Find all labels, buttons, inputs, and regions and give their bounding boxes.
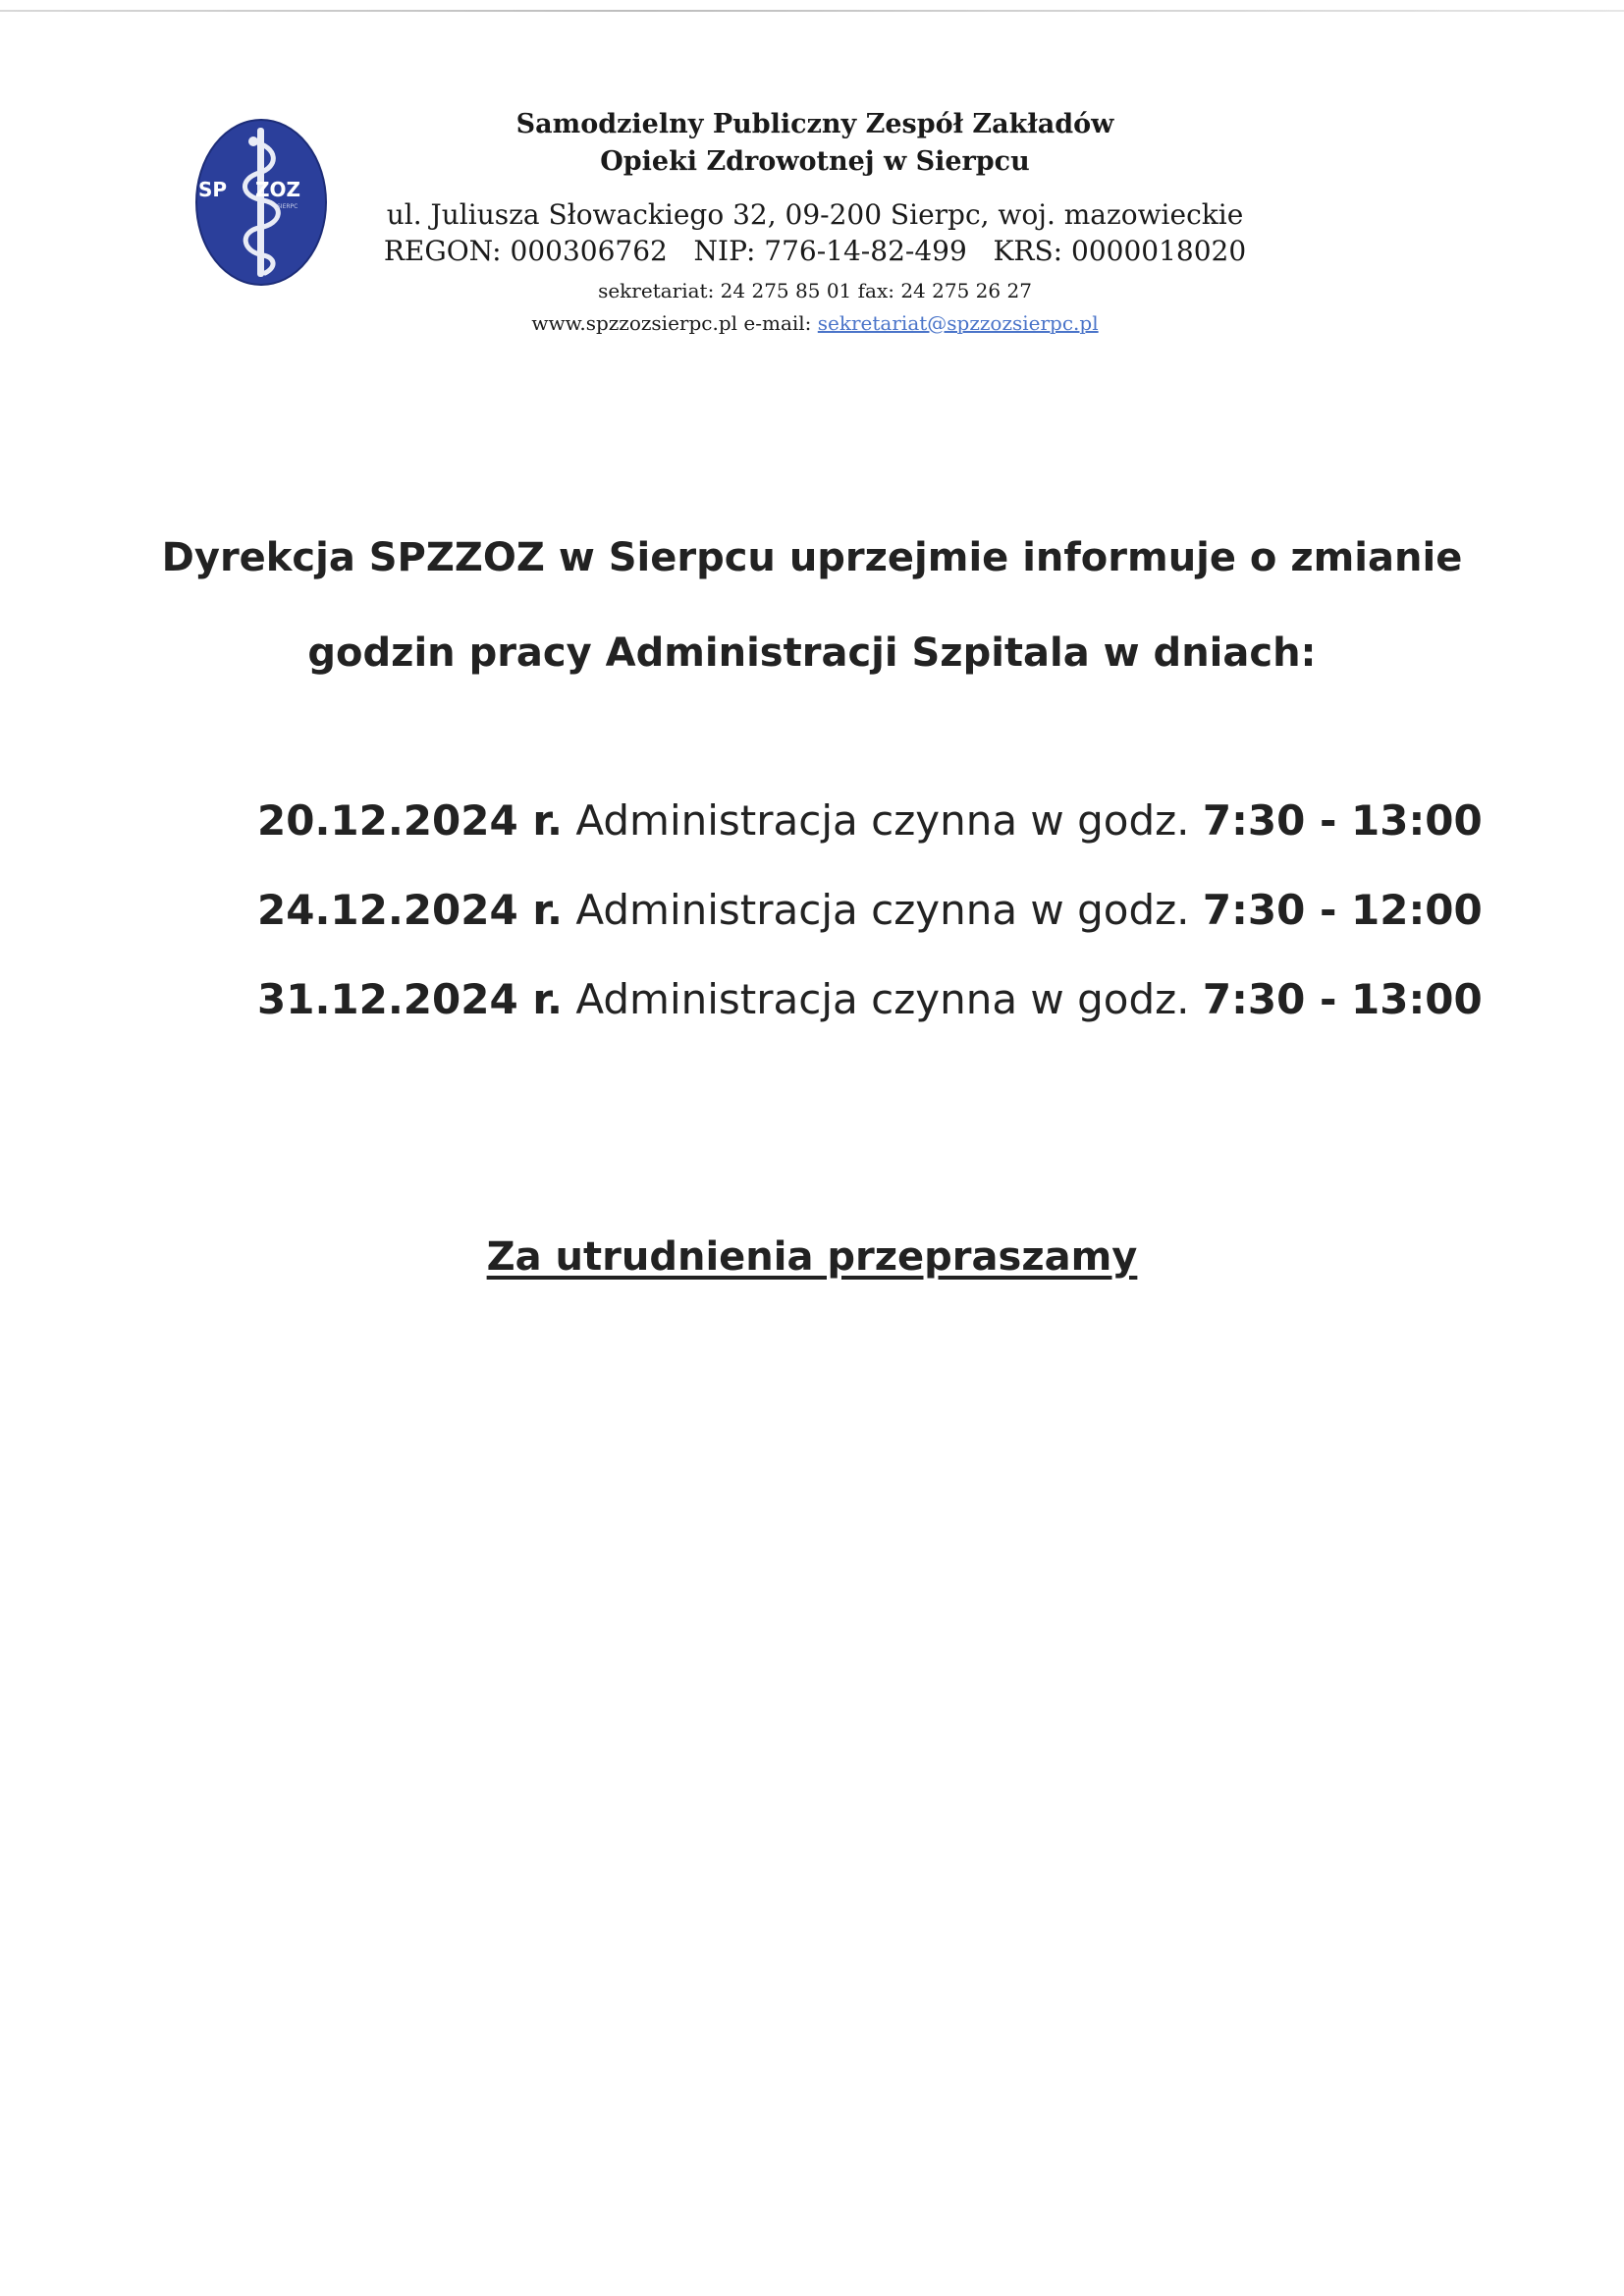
schedule-text: Administracja czynna w godz. <box>575 796 1190 845</box>
scan-edge-line <box>0 10 1624 12</box>
contact-block <box>353 275 1276 340</box>
schedule-date: 20.12.2024 r. <box>257 796 564 845</box>
schedule-hours: 7:30 - 13:00 <box>1202 975 1483 1023</box>
schedule-text: Administracja czynna w godz. <box>575 975 1190 1023</box>
web-email-line <box>353 307 1276 340</box>
website: www.spzzozsierpc.pl <box>531 311 738 335</box>
logo-text-small: SIERPC <box>277 203 298 210</box>
schedule-text: Administracja czynna w godz. <box>575 886 1190 934</box>
schedule-date: 24.12.2024 r. <box>257 886 564 934</box>
announcement-line1: Dyrekcja SPZZOZ w Sierpcu uprzejmie informuje o zmianie <box>161 535 1463 580</box>
closing-note <box>0 1228 1624 1286</box>
closing-text: Za utrudnienia przepraszamy <box>486 1234 1138 1280</box>
schedule-hours: 7:30 - 12:00 <box>1202 886 1483 934</box>
address-line: ul. Juliusza Słowackiego 32, 09-200 Sierpc, woj. mazowieckie <box>386 198 1244 231</box>
logo-text-zoz: ZOZ <box>255 178 301 201</box>
schedule-row <box>257 865 1483 955</box>
schedule-row <box>257 955 1483 1044</box>
phone-line: sekretariat: 24 275 85 01 fax: 24 275 26 27 <box>598 279 1032 302</box>
announcement-line2: godzin pracy Administracji Szpitala w dniach: <box>307 630 1317 676</box>
email-label: e-mail: <box>743 311 812 335</box>
schedule-date: 31.12.2024 r. <box>257 975 564 1023</box>
schedule-list <box>257 776 1483 1044</box>
org-name-line1: Samodzielny Publiczny Zespół Zakładów <box>515 109 1114 139</box>
logo-text-sp: SP <box>198 178 228 201</box>
spzzoz-logo <box>194 118 328 287</box>
email-link[interactable]: sekretariat@spzzozsierpc.pl <box>817 311 1099 335</box>
schedule-hours: 7:30 - 13:00 <box>1202 796 1483 845</box>
announcement <box>0 511 1624 701</box>
org-name-line2: Opieki Zdrowotnej w Sierpcu <box>600 146 1030 177</box>
letterhead <box>353 106 1276 340</box>
org-address <box>353 196 1276 269</box>
registry-line: REGON: 000306762 NIP: 776-14-82-499 KRS: 0000018020 <box>383 235 1247 267</box>
schedule-row <box>257 776 1483 865</box>
